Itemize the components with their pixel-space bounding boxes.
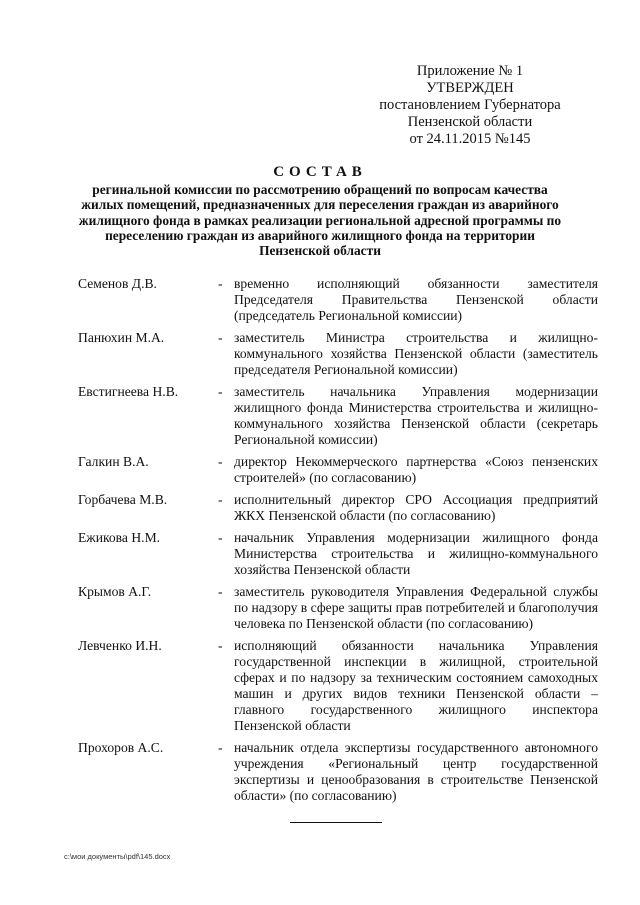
file-path-footer: c:\мои документы\pdf\145.docx	[64, 852, 171, 861]
member-name: Горбачева М.В.	[78, 492, 168, 507]
member-dash: -	[218, 492, 223, 507]
member-dash: -	[218, 584, 223, 599]
member-role: заместитель руководителя Управления Федеральной службы по надзору в сфере защиты прав потребителей и благополучия человека по Пензенской области (по согласованию)	[234, 584, 598, 631]
member-name: Семенов Д.В.	[78, 276, 157, 291]
member-row	[78, 530, 598, 578]
member-row	[78, 492, 598, 524]
member-name: Галкин В.А.	[78, 454, 149, 469]
member-role: начальник Управления модернизации жилищного фонда Министерства строительства и жилищно-коммунального хозяйства Пензенской области	[234, 530, 598, 577]
member-row	[78, 330, 598, 378]
member-role: заместитель начальника Управления модернизации жилищного фонда Министерства строительства и жилищно-коммунального хозяйства Пензенской области (секретарь Региональной комиссии)	[234, 384, 598, 447]
member-role: исполняющий обязанности начальника Управления государственной инспекции в жилищной, строительной сферах и по надзору за техническим состоянием самоходных машин и других видов техники Пензенской области – главного государственного жилищного инспектора Пензенской области	[234, 638, 598, 733]
member-role: временно исполняющий обязанности заместителя Председателя Правительства Пензенской области (председатель Региональной комиссии)	[234, 276, 598, 323]
member-dash: -	[218, 276, 223, 291]
member-dash: -	[218, 638, 223, 653]
document-title: СОСТАВ	[273, 164, 367, 180]
approval-status: УТВЕРЖДЕН	[426, 80, 514, 96]
member-dash: -	[218, 740, 223, 755]
member-name: Панюхин М.А.	[78, 330, 165, 345]
approval-block	[360, 63, 580, 148]
member-name: Ежикова Н.М.	[78, 530, 161, 545]
member-dash: -	[218, 530, 223, 545]
member-role: директор Некоммерческого партнерства «Союз пензенских строителей» (по согласованию)	[234, 454, 598, 485]
member-dash: -	[218, 454, 223, 469]
members-list	[78, 276, 598, 810]
member-dash: -	[218, 384, 223, 399]
member-dash: -	[218, 330, 223, 345]
member-row	[78, 384, 598, 448]
member-role: начальник отдела экспертизы государственного автономного учреждения «Региональный центр государственной экспертизы и ценообразования в строительстве Пензенской области» (по согласованию)	[234, 740, 598, 803]
member-name: Евстигнеева Н.В.	[78, 384, 179, 399]
member-row	[78, 638, 598, 734]
approval-region: Пензенской области	[407, 114, 533, 130]
member-role: исполнительный директор СРО Ассоциация предприятий ЖКХ Пензенской области (по согласованию)	[234, 492, 598, 523]
member-name: Крымов А.Г.	[78, 584, 152, 599]
member-name: Левченко И.Н.	[78, 638, 162, 653]
member-name: Прохоров А.С.	[78, 740, 164, 755]
document-subtitle: регинальной комиссии по рассмотрению обращений по вопросам качества жилых помещений, предназначенных для переселения граждан из аварийного жилищного фонда в рамках реализации региональной адресной программы по переселению граждан из аварийного жилищного фонда на территории Пензенской области	[78, 182, 562, 259]
approval-appendix: Приложение № 1	[416, 63, 524, 79]
approval-date-number: от 24.11.2015 №145	[409, 131, 531, 147]
approval-issuer: постановлением Губернатора	[379, 97, 561, 113]
member-row	[78, 276, 598, 324]
closing-divider	[290, 822, 382, 823]
member-row	[78, 740, 598, 804]
member-row	[78, 584, 598, 632]
member-role: заместитель Министра строительства и жилищно-коммунального хозяйства Пензенской области (заместитель председателя Региональной комиссии)	[234, 330, 598, 377]
member-row	[78, 454, 598, 486]
